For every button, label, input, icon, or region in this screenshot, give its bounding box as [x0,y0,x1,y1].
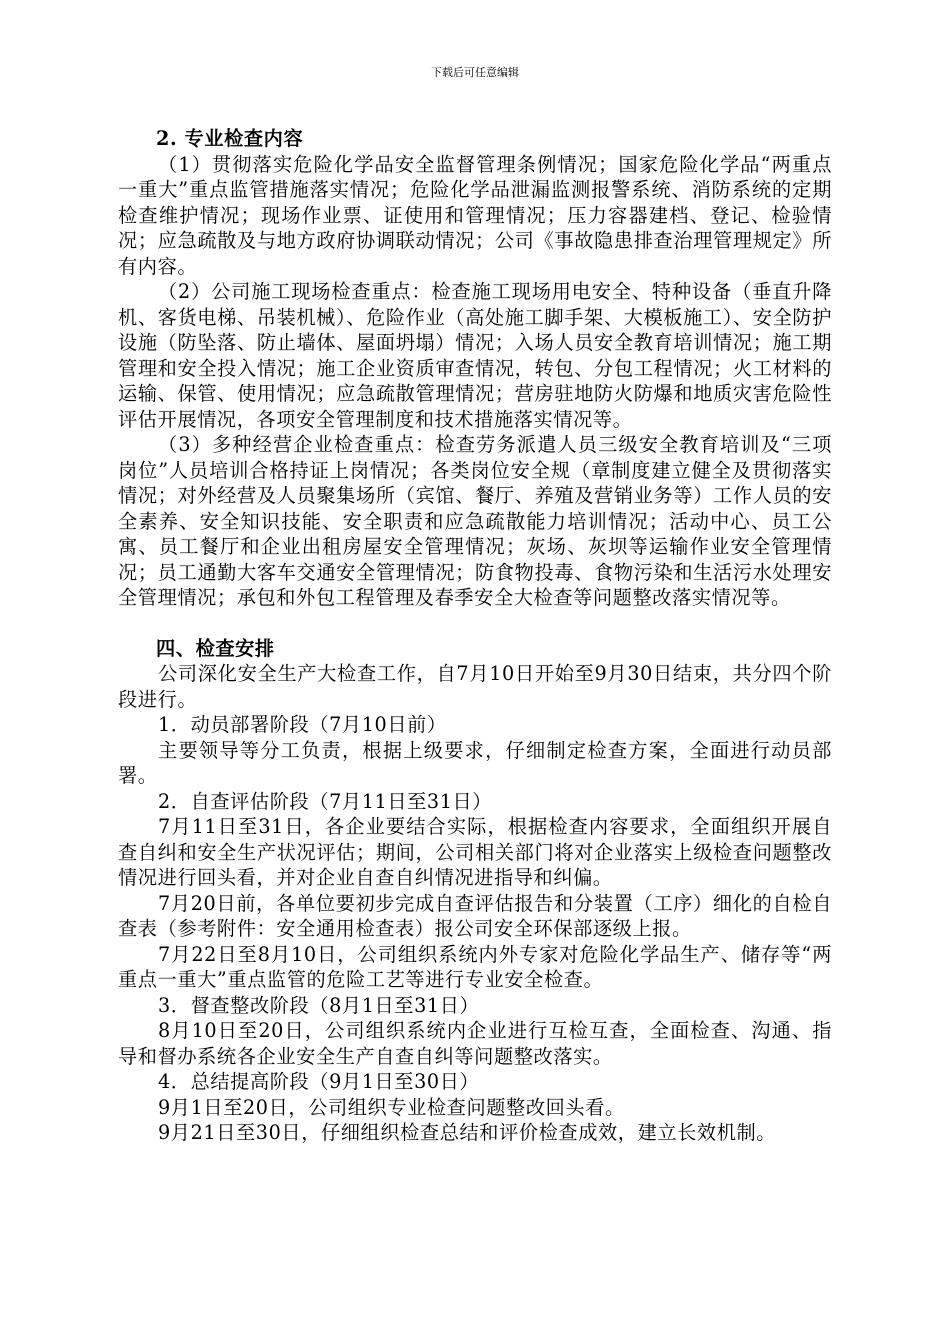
stage-2-text-3: 7月22日至8月10日，公司组织系统内外专家对危险化学品生产、储存等“两重点一重大”重点监管的危险工艺等进行专业安全检查。 [118,942,832,991]
stage-3-title: 3．督查整改阶段（8月1日至31日） [158,993,480,1017]
stage-4-title: 4．总结提高阶段（9月1日至30日） [158,1070,480,1093]
stage-3-text: 8月10日至20日，公司组织系统内企业进行互检互查，全面检查、沟通、指导和督办系统各企业安全生产自查自纠等问题整改落实。 [118,1019,832,1068]
page-header: 下载后可任意编辑 [431,66,519,79]
paragraph-item-2: （2）公司施工现场检查重点：检查施工现场用电安全、特种设备（垂直升降机、客货电梯、吊装机械）、危险作业（高处施工脚手架、大模板施工）、安全防护设施（防坠落、防止墙体、屋面坍塌）情况；入场人员安全教育培训情况；施工期管理和安全投入情况；施工企业资质审查情况，转包、分包工程情况；火工材料的运输、保管、使用情况；应急疏散管理情况；营房驻地防火防爆和地质灾害危险性评估开展情况，各项安全管理制度和技术措施落实情况等。 [118,280,832,431]
document-body [118,126,832,1146]
section-spacer [118,611,832,636]
stage-4-text-2: 9月21日至30日，仔细组织检查总结和评价检查成效，建立长效机制。 [158,1121,777,1144]
stage-2-title: 2．自查评估阶段（7月11日至31日） [158,789,493,813]
schedule-intro: 公司深化安全生产大检查工作，自7月10日开始至9月30日结束，共分四个阶段进行。 [118,662,832,711]
section-heading-inspection-content: 2. 专业检查内容 [156,127,304,150]
paragraph-item-3: （3）多种经营企业检查重点：检查劳务派遣人员三级安全教育培训及“三项岗位”人员培训合格持证上岗情况；各类岗位安全规（章制度建立健全及贯彻落实情况；对外经营及人员聚集场所（宾馆、餐厅、养殖及营销业务等）工作人员的安全素养、安全知识技能、安全职责和应急疏散能力培训情况；活动中心、员工公寓、员工餐厅和企业出租房屋安全管理情况；灰场、灰坝等运输作业安全管理情况；员工通勤大客车交通安全管理情况；防食物投毒、食物污染和生活污水处理安全管理情况；承包和外包工程管理及春季安全大检查等问题整改落实情况等。 [118,433,832,609]
stage-2-text-1: 7月11日至31日，各企业要结合实际，根据检查内容要求，全面组织开展自查自纠和安全生产状况评估；期间，公司相关部门将对企业落实上级检查问题整改情况进行回头看，并对企业自查自纠情况进指导和纠偏。 [118,815,832,889]
stage-2-text-2: 7月20日前，各单位要初步完成自查评估报告和分装置（工序）细化的自检自查表（参考附件：安全通用检查表）报公司安全环保部逐级上报。 [118,891,832,940]
section-heading-schedule: 四、检查安排 [156,636,275,660]
stage-1-title: 1．动员部署阶段（7月10日前） [158,713,447,736]
paragraph-item-1: （1）贯彻落实危险化学品安全监督管理条例情况；国家危险化学品“两重点一重大”重点监管措施落实情况；危险化学品泄漏监测报警系统、消防系统的定期检查维护情况；现场作业票、证使用和管理情况；压力容器建档、登记、检验情况；应急疏散及与地方政府协调联动情况；公司《事故隐患排查治理管理规定》所有内容。 [118,152,832,278]
stage-4-text-1: 9月1日至20日，公司组织专业检查问题整改回头看。 [158,1095,625,1119]
stage-1-text: 主要领导等分工负责，根据上级要求，仔细制定检查方案，全面进行动员部署。 [118,738,832,787]
